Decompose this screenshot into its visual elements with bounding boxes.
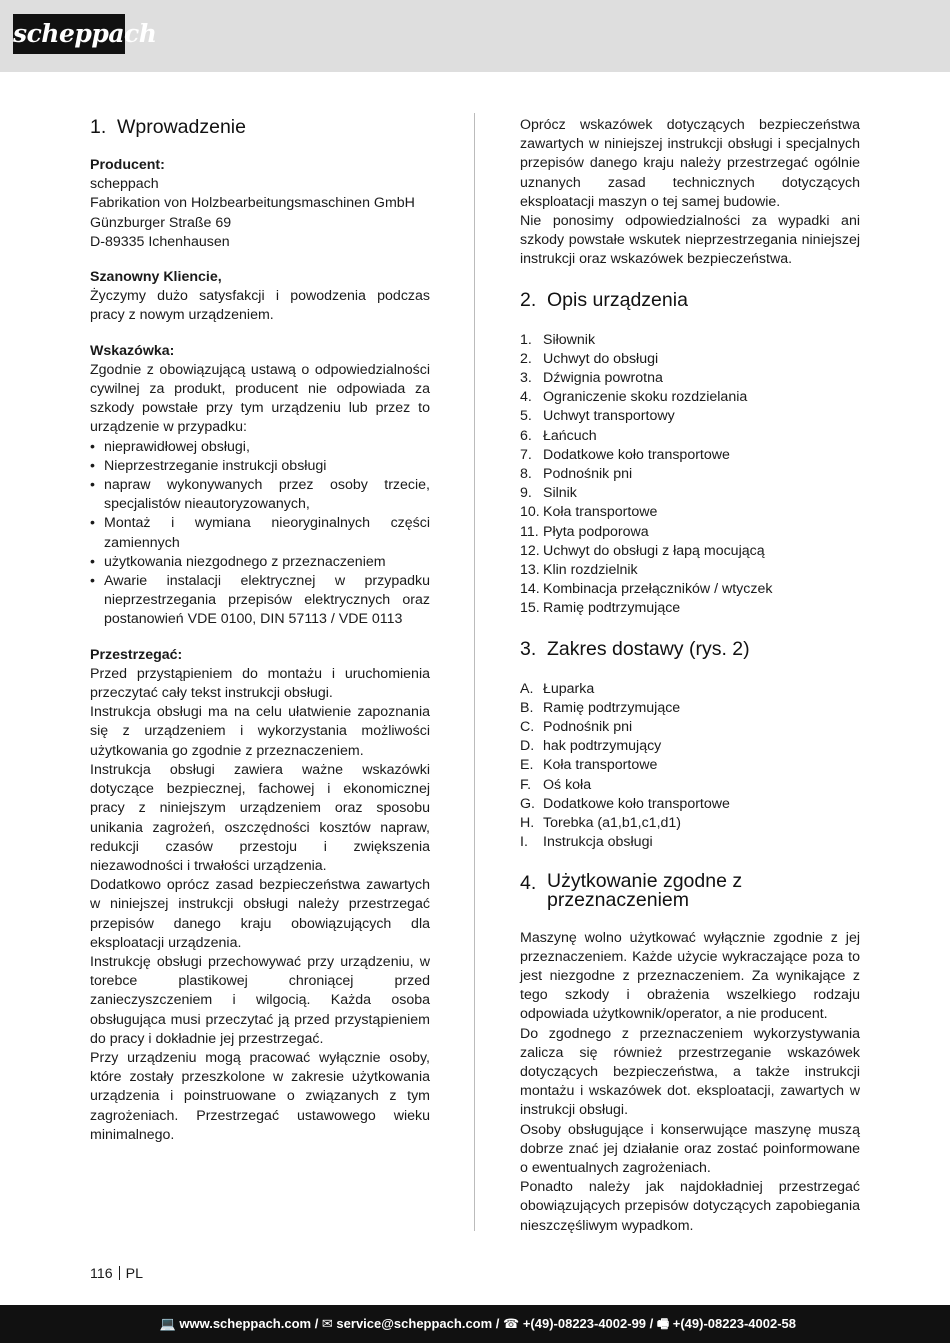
section-2-heading: 2. Opis urządzenia bbox=[520, 288, 688, 311]
dear-customer-label: Szanowny Kliencie, bbox=[90, 269, 222, 286]
list-item: C. Podnośnik pni bbox=[520, 719, 633, 736]
list-item: 12. Uchwyt do obsługi z łapą mocującą bbox=[520, 542, 765, 559]
list-item: • napraw wykonywanych przez osoby trzecie, specjalistów nieautoryzowanych, bbox=[90, 477, 430, 513]
list-item: G. Dodatkowe koło transportowe bbox=[520, 795, 730, 812]
list-item: • nieprawidłowej obsługi, bbox=[90, 438, 250, 455]
section-3-heading: 3. Zakres dostawy (rys. 2) bbox=[520, 637, 750, 660]
usage-paragraph: Do zgodnego z przeznaczeniem wykorzystywania zalicza się również przestrzeganie wskazówek dotyczących bezpieczeństwa, a także instrukcji montażu i wskazówek dot. eksploatacji, zawartych w instrukcji obsługi. bbox=[520, 1025, 860, 1119]
intro-paragraph: Nie ponosimy odpowiedzialności za wypadki ani szkody powstałe wskutek nieprzestrzegania niniejszej instrukcji oraz wskazówek bezpieczeństwa. bbox=[520, 213, 860, 268]
observe-paragraph: Dodatkowo oprócz zasad bezpieczeństwa zawartych w niniejszej instrukcji obsługi należy przestrzegać przepisów danego kraju obowiązujących dla eksploatacji urządzenia. bbox=[90, 877, 430, 951]
list-item: • Awarie instalacji elektrycznej w przypadku nieprzestrzegania przepisów elektrycznych oraz postanowień VDE 0100, DIN 57113 / VDE 0113 bbox=[90, 573, 430, 628]
list-item: 1. Siłownik bbox=[520, 331, 596, 348]
list-item: H. Torebka (a1,b1,c1,d1) bbox=[520, 815, 682, 832]
list-item: 7. Dodatkowe koło transportowe bbox=[520, 446, 730, 463]
list-item: A. Łuparka bbox=[520, 680, 595, 697]
section-1-heading: 1. Wprowadzenie bbox=[90, 116, 246, 138]
hint-text: Zgodnie z obowiązującą ustawą o odpowiedzialności cywilnej za produkt, producent nie odpowiada za szkody powstałe przy tym urządzeniu lub przez to urządzenie w przypadku: bbox=[90, 361, 430, 436]
observe-paragraph: Instrukcja obsługi ma na celu ułatwienie zapoznania się z urządzeniem i wykorzystania możliwości użytkowania go zgodnie z przeznaczeniem. bbox=[90, 704, 430, 759]
dear-customer-text: Życzymy dużo satysfakcji i powodzenia podczas pracy z nowym urządzeniem. bbox=[90, 288, 430, 324]
page-header bbox=[0, 0, 950, 72]
device-parts-list bbox=[520, 331, 860, 619]
list-item: 14. Kombinacja przełączników / wtyczek bbox=[520, 581, 773, 598]
list-item: I. Instrukcja obsługi bbox=[520, 834, 653, 851]
observe-paragraph: Instrukcja obsługi zawiera ważne wskazówki dotyczące bezpiecznej, fachowej i ekonomicznej pracy z niniejszym urządzeniem oraz sposobu unikania zagrożeń, oszczędności kosztów napraw, redukcji czasów przestoju i zwiększenia niezawodności i trwałości urządzenia. bbox=[90, 761, 430, 874]
right-column bbox=[520, 116, 860, 1236]
list-item: 13. Klin rozdzielnik bbox=[520, 562, 638, 579]
scheppach-logo: scheppach bbox=[13, 14, 125, 54]
list-item: 10. Koła transportowe bbox=[520, 504, 658, 521]
producer-label: Producent: bbox=[90, 157, 165, 173]
list-item: F. Oś koła bbox=[520, 776, 592, 793]
list-item: 8. Podnośnik pni bbox=[520, 466, 633, 483]
usage-paragraph: Osoby obsługujące i konserwujące maszynę muszą dobrze znać jej działanie oraz zostać poinformowane o ewentualnych zagrożeniach. bbox=[520, 1121, 860, 1176]
usage-paragraph: Maszynę wolno użytkować wyłącznie zgodnie z jej przeznaczeniem. Każde użycie wykraczające poza to jest niezgodne z przeznaczeniem. Za wynikające z tego szkody i obrażenia wszelkiego rodzaju odpowiada użytkownik/operator, a nie producent. bbox=[520, 929, 860, 1023]
producer-address: scheppach Fabrikation von Holzbearbeitungsmaschinen GmbH Günzburger Straße 69 D-89335 Ichenhausen bbox=[90, 176, 415, 250]
section-4-heading: 4. Użytkowanie zgodne z przeznaczeniem bbox=[520, 869, 743, 911]
observe-label: Przestrzegać: bbox=[90, 646, 183, 663]
list-item: 3. Dźwignia powrotna bbox=[520, 370, 663, 387]
list-item: 2. Uchwyt do obsługi bbox=[520, 350, 659, 367]
list-item: B. Ramię podtrzymujące bbox=[520, 699, 681, 716]
list-item: 5. Uchwyt transportowy bbox=[520, 408, 675, 425]
list-item: 15. Ramię podtrzymujące bbox=[520, 600, 681, 617]
list-item: 6. Łańcuch bbox=[520, 427, 597, 444]
page-footer bbox=[0, 1305, 950, 1343]
list-item: E. Koła transportowe bbox=[520, 757, 658, 774]
hint-label: Wskazówka: bbox=[90, 342, 175, 359]
page-number: 116 PL bbox=[90, 1266, 143, 1282]
delivery-scope-list bbox=[520, 680, 860, 853]
list-item: 11. Płyta podporowa bbox=[520, 523, 649, 540]
list-item: • Montaż i wymiana nieoryginalnych części zamiennych bbox=[90, 515, 430, 551]
hint-bullet-list bbox=[90, 438, 430, 630]
list-item: • użytkowania niezgodnego z przeznaczeniem bbox=[90, 553, 386, 570]
list-item: 4. Ograniczenie skoku rozdzielania bbox=[520, 389, 748, 406]
observe-paragraph: Przy urządzeniu mogą pracować wyłącznie osoby, które zostały przeszkolone w zakresie użytkowania urządzenia i poinstruowane o związanych z tym zagrożeniach. Przestrzegać ustawowego wieku minimalnego. bbox=[90, 1049, 430, 1143]
observe-paragraph: Instrukcję obsługi przechowywać przy urządzeniu, w torebce plastikowej chroniącej przed zanieczyszczeniem i wilgocią. Każda osoba obsługująca musi przeczytać ją przed przystąpieniem do pracy i dokładnie jej przestrzegać. bbox=[90, 953, 430, 1047]
footer-contact: 💻 www.scheppach.com / ✉ service@scheppach.com / ☎ +(49)-08223-4002-99 / 🖷 +(49)-08223-4002-58 bbox=[159, 1316, 796, 1331]
column-divider bbox=[474, 113, 475, 1231]
left-column bbox=[90, 116, 430, 1145]
list-item: 9. Silnik bbox=[520, 485, 577, 502]
list-item: D. hak podtrzymujący bbox=[520, 738, 662, 755]
list-item: • Nieprzestrzeganie instrukcji obsługi bbox=[90, 457, 327, 474]
observe-paragraph: Przed przystąpieniem do montażu i uruchomienia przeczytać cały tekst instrukcji obsługi. bbox=[90, 665, 430, 702]
usage-paragraph: Ponadto należy jak najdokładniej przestrzegać obowiązujących przepisów dotyczących zapobiegania nieszczęśliwym wypadkom. bbox=[520, 1179, 860, 1234]
intro-paragraph: Oprócz wskazówek dotyczących bezpieczeństwa zawartych w niniejszej instrukcji obsługi i specjalnych przepisów danego kraju należy przestrzegać ogólnie uznanych zasad technicznych dotyczących eksploatacji maszyn o tej samej budowie. bbox=[520, 117, 860, 210]
